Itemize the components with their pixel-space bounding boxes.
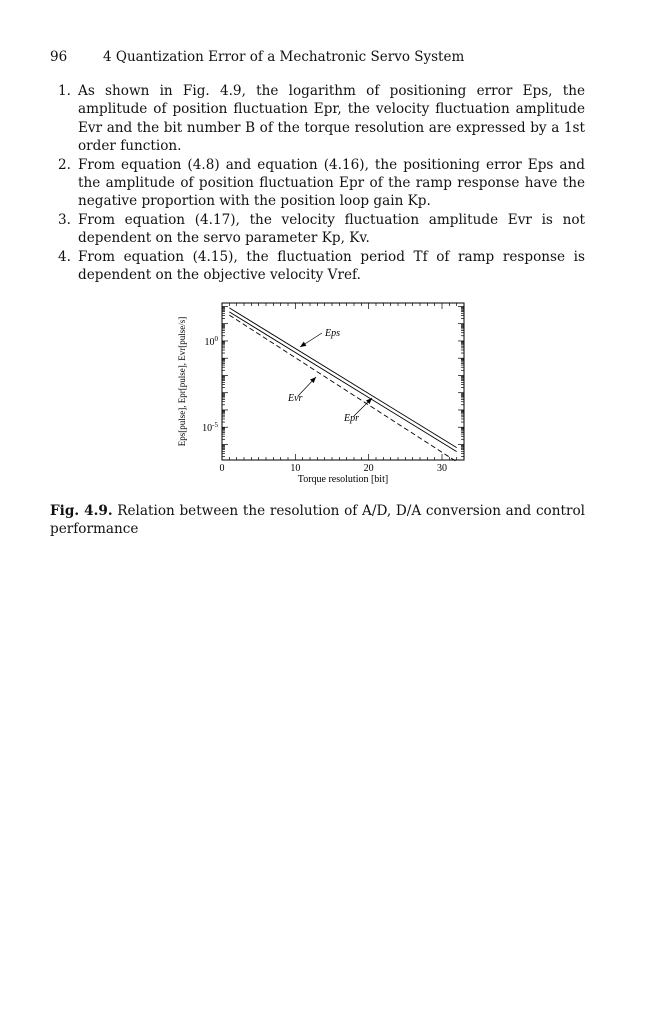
x-axis-label: Torque resolution [bit] — [297, 474, 389, 485]
x-tick-label: 10 — [290, 463, 301, 474]
series-line-eps — [229, 308, 456, 448]
running-head — [50, 49, 584, 67]
annotation-label: Eps — [325, 328, 340, 339]
x-tick-label: 0 — [219, 463, 225, 474]
x-tick-label: 30 — [437, 463, 447, 474]
conclusion-list — [50, 82, 585, 284]
y-axis-label: Eps[pulse], Epr[pulse], Evr[pulse/s] — [177, 316, 187, 447]
caption-label: Fig. 4.9. — [50, 503, 113, 519]
series-line-evr — [229, 315, 456, 462]
y-tick-label: $10^0$ — [204, 334, 218, 348]
y-tick-label: $10^{-5}$ — [202, 421, 218, 435]
series-line-epr — [229, 312, 456, 452]
list-item: 2. From equation (4.8) and equation (4.16), the positioning error Eps and the amplitude of position fluctuation Epr of the ramp response have the negative proportion with the position loop gain Kp. — [58, 156, 585, 210]
list-item: 4. From equation (4.15), the fluctuation period Tf of ramp response is dependent on the objective velocity Vref. — [58, 248, 585, 284]
list-item: 3. From equation (4.17), the velocity fluctuation amplitude Evr is not dependent on the servo parameter Kp, Kv. — [58, 211, 585, 247]
caption-text: Relation between the resolution of A/D, D/A conversion and control performance — [50, 503, 585, 538]
annotation-label: Epr — [344, 413, 359, 424]
figure-caption — [50, 502, 585, 539]
figure-4-9 — [170, 296, 480, 491]
chart-svg — [170, 296, 480, 491]
page-number: 96 — [50, 49, 68, 65]
list-item: 1. As shown in Fig. 4.9, the logarithm of positioning error Eps, the amplitude of position fluctuation Epr, the velocity fluctuation amplitude Evr and the bit number B of the torque resolution are expressed by a 1st order function. — [58, 83, 585, 155]
annotation-arrowhead — [300, 342, 306, 347]
chapter-title: 4 Quantization Error of a Mechatronic Servo System — [103, 49, 465, 65]
annotation-label: Evr — [288, 393, 303, 404]
x-tick-label: 20 — [363, 463, 374, 474]
